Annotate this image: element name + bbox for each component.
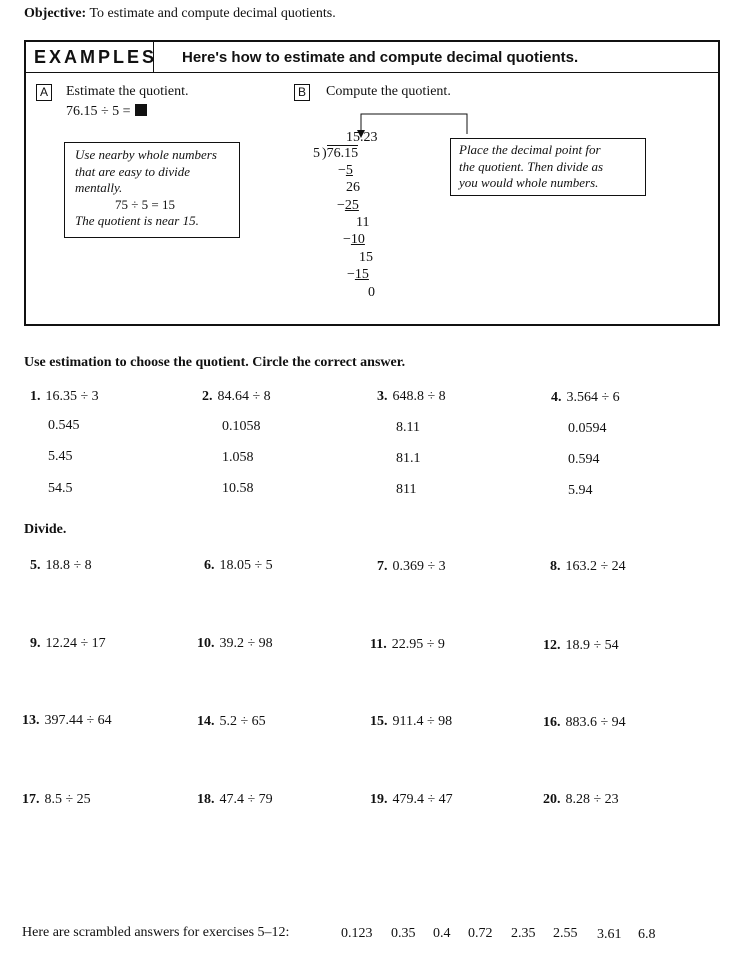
problem-number: 13. [22,713,40,728]
objective-label: Objective: [24,6,87,21]
problem-expression: 5.2 ÷ 65 [219,714,266,729]
divide-heading: Divide. [24,522,67,537]
problem-6 [204,558,273,574]
choice-2b[interactable]: 1.058 [222,450,254,465]
problem-11 [370,637,445,653]
problem-number: 10. [197,636,215,651]
problem-expression: 39.2 ÷ 98 [219,636,273,651]
step-5: −10 [343,232,365,247]
problem-number: 8. [550,559,561,574]
note-a-line-1: Use nearby whole numbers [75,147,217,162]
example-b-instruction: Compute the quotient. [326,84,451,99]
problem-number: 15. [370,714,388,729]
problem-1 [30,389,99,405]
note-b-line-3: you would whole numbers. [459,175,599,190]
step-8: 0 [368,285,375,300]
problem-expression: 8.5 ÷ 25 [44,792,91,807]
problem-number: 5. [30,558,41,573]
problem-expression: 22.95 ÷ 9 [391,637,445,652]
problem-expression: 8.28 ÷ 23 [565,792,619,807]
problem-expression: 479.4 ÷ 47 [392,792,453,807]
problem-expression: 47.4 ÷ 79 [219,792,273,807]
choice-3c[interactable]: 811 [396,482,417,497]
dividend: 76.15 [326,146,359,161]
step-3: −25 [337,198,359,213]
problem-expression: 12.24 ÷ 17 [45,636,106,651]
step-2: 26 [346,180,360,195]
problem-number: 12. [543,638,561,653]
problem-expression: 18.05 ÷ 5 [219,558,273,573]
problem-number: 2. [202,389,213,404]
problem-9 [30,636,106,652]
problem-number: 3. [377,389,388,404]
problem-expression: 0.369 ÷ 3 [392,559,446,574]
problem-10 [197,636,273,652]
note-b-line-2: the quotient. Then divide as [459,158,604,174]
scrambled-answer-5: 2.35 [511,926,536,941]
example-a-expression [66,104,147,120]
note-b-line-1: Place the decimal point for [459,142,601,157]
scrambled-answer-4: 0.72 [468,926,493,941]
problem-8 [550,559,626,575]
quotient: 15.23 [346,130,378,145]
problem-3 [377,389,446,405]
choice-4c[interactable]: 5.94 [568,483,593,498]
problem-5 [30,558,92,574]
problem-19 [370,792,453,808]
problem-14 [197,714,266,730]
step-5-value: 10 [350,232,365,247]
divisor: 5 [313,146,320,161]
problem-expression: 883.6 ÷ 94 [565,715,626,730]
step-3-value: 25 [344,198,359,213]
example-a-instruction: Estimate the quotient. [66,84,189,99]
example-a-letter: A [36,84,52,101]
choice-1b[interactable]: 5.45 [48,449,73,464]
step-4: 11 [356,215,370,230]
scrambled-answer-8: 6.8 [638,927,656,942]
choice-4a[interactable]: 0.0594 [568,421,607,436]
problem-number: 14. [197,714,215,729]
step-1-value: 5 [345,163,353,178]
step-7-value: 15 [354,267,369,282]
choice-3b[interactable]: 81.1 [396,451,421,466]
scrambled-answer-3: 0.4 [433,926,451,941]
problem-number: 6. [204,558,215,573]
problem-expression: 648.8 ÷ 8 [392,389,446,404]
problem-2 [202,389,271,405]
problem-expression: 16.35 ÷ 3 [45,389,99,404]
problem-number: 9. [30,636,41,651]
problem-13 [22,713,112,729]
note-a-line-5: The quotient is near 15. [75,213,199,228]
problem-17 [22,792,91,808]
problem-4 [551,390,620,406]
problem-7 [377,559,446,575]
division-setup: 5 )76.15 [313,146,359,161]
problem-number: 18. [197,792,215,807]
problem-number: 20. [543,792,561,807]
examples-header [26,42,718,73]
problem-expression: 18.8 ÷ 8 [45,558,92,573]
example-b-note [450,138,646,196]
choice-1c[interactable]: 54.5 [48,481,73,496]
example-a-note [64,142,240,238]
scrambled-answer-7: 3.61 [597,927,622,942]
examples-title: EXAMPLES [26,42,154,72]
problem-expression: 163.2 ÷ 24 [565,559,626,574]
objective [24,6,336,22]
problem-15 [370,714,452,730]
note-a-line-4: 75 ÷ 5 = 15 [115,196,175,212]
choice-1a[interactable]: 0.545 [48,418,80,433]
problem-expression: 397.44 ÷ 64 [44,713,112,728]
problem-20 [543,792,619,808]
problem-expression: 911.4 ÷ 98 [392,714,453,729]
choice-3a[interactable]: 8.11 [396,420,420,435]
problem-number: 1. [30,389,41,404]
problem-expression: 84.64 ÷ 8 [217,389,271,404]
examples-subtitle: Here's how to estimate and compute decimal quotients. [182,49,579,66]
problem-number: 4. [551,390,562,405]
choice-4b[interactable]: 0.594 [568,452,600,467]
step-6: 15 [359,250,373,265]
answer-box-icon [135,104,147,116]
problem-number: 7. [377,559,388,574]
scrambled-label: Here are scrambled answers for exercises 5–12: [22,925,290,940]
choice-2a[interactable]: 0.1058 [222,419,261,434]
problem-18 [197,792,273,808]
choice-2c[interactable]: 10.58 [222,481,254,496]
problem-expression: 18.9 ÷ 54 [565,638,619,653]
examples-box [24,40,720,326]
problem-expression: 3.564 ÷ 6 [566,390,620,405]
step-1: −5 [338,163,353,178]
objective-text: To estimate and compute decimal quotients. [89,6,336,21]
estimation-heading: Use estimation to choose the quotient. Circle the correct answer. [24,355,406,370]
problem-16 [543,715,626,731]
example-b-letter: B [294,84,310,101]
scrambled-answer-1: 0.123 [341,926,373,941]
note-a-line-2: that are easy to divide [75,163,191,179]
problem-number: 17. [22,792,40,807]
problem-number: 19. [370,792,388,807]
problem-12 [543,638,619,654]
problem-number: 16. [543,715,561,730]
scrambled-answer-2: 0.35 [391,926,416,941]
problem-number: 11. [370,637,387,652]
scrambled-answer-6: 2.55 [553,926,578,941]
note-a-line-3: mentally. [75,180,123,195]
example-a-expression-text: 76.15 ÷ 5 = [66,104,131,119]
step-7: −15 [347,267,369,282]
